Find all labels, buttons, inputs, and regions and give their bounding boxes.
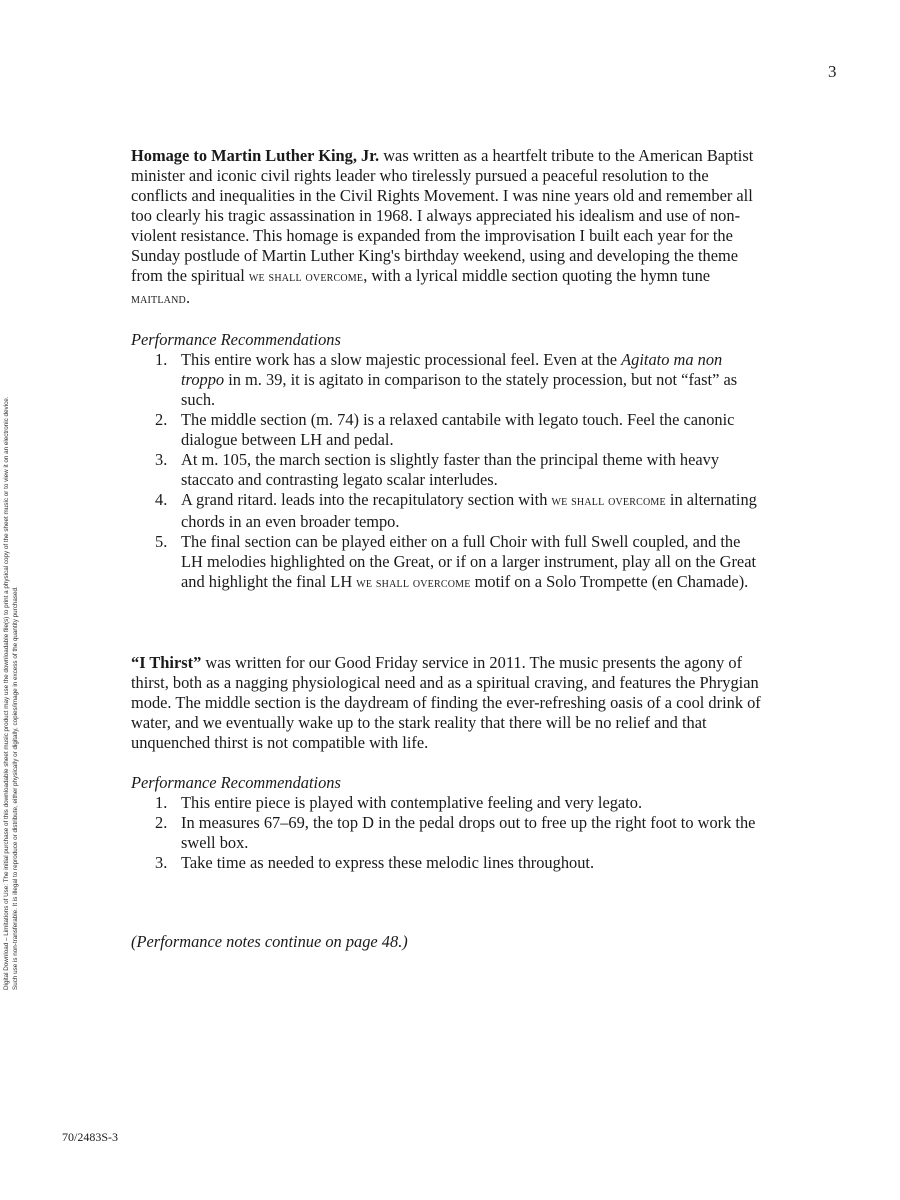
list-item [155,410,766,450]
homage-intro-text-1: was written as a heartfelt tribute to the American Baptist minister and iconic civil rights leader who tirelessly pursued a peaceful resolution to the conflicts and inequalities in the Civil Rights Movement. I was nine years old and remember all too clearly his tragic assassination in 1968. I always appreciated his idealism and use of non-violent resistance. This homage is expanded from the improvisation I built each year for the Sunday postlude of Martin Luther King's birthday weekend, using and developing the theme from the spiritual [131,146,754,285]
homage-intro-paragraph [131,146,766,310]
item-text: A grand ritard. leads into the recapitulatory section with [181,490,552,509]
usage-notice [2,190,24,990]
item-text: At m. 105, the march section is slightly faster than the principal theme with heavy staccato and contrasting legato scalar interludes. [181,450,720,489]
list-item [155,490,766,532]
continuation-note: (Performance notes continue on page 48.) [131,932,408,951]
list-item [155,853,766,873]
item-number: 1. [155,793,168,812]
item-number: 2. [155,813,168,832]
homage-intro-text-3: . [185,288,191,307]
item-text: in m. 39, it is agitato in comparison to the stately procession, but not “fast” as such. [181,370,738,409]
item-text: This entire work has a slow majestic processional feel. Even at the [181,350,622,369]
item-number: 1. [155,350,168,369]
thirst-intro-text: was written for our Good Friday service in 2011. The music presents the agony of thirst, both as a nagging physiological need and as a spiritual craving, and features the Phrygian mode. The middle section is the daydream of finding the ever-refreshing oasis of a cool drink of water, and we eventually wake up to the stark reality that there will be no relief and that unquenched thirst is not compatible with life. [131,653,761,752]
thirst-title: “I Thirst” [131,653,202,672]
list-item [155,350,766,410]
item-text: Take time as needed to express these melodic lines throughout. [181,853,595,872]
homage-title: Homage to Martin Luther King, Jr. [131,146,380,165]
section-spacer [131,594,766,653]
item-text: The middle section (m. 74) is a relaxed cantabile with legato touch. Feel the canonic dialogue between LH and pedal. [181,410,735,449]
item-number: 3. [155,853,168,872]
tune-name-we-shall-overcome: we shall overcome [356,576,471,591]
homage-recommendations-list [131,350,766,594]
item-text: In measures 67–69, the top D in the pedal drops out to free up the right foot to work the swell box. [181,813,756,852]
list-item [155,450,766,490]
item-text: motif on a Solo Trompette (en Chamade). [470,572,749,591]
list-item [155,532,766,594]
item-number: 3. [155,450,168,469]
item-text: This entire piece is played with contemplative feeling and very legato. [181,793,643,812]
thirst-intro-paragraph [131,653,766,753]
item-text: The final section can be played either on a full Choir with full Swell coupled, and the LH melodies highlighted on the Great, or if on a larger instrument, play all on the Great and highlight the final LH [181,532,757,591]
item-number: 2. [155,410,168,429]
page-number: 3 [828,62,837,81]
tune-name-we-shall-overcome: we shall overcome [248,270,364,285]
homage-intro-text-2: , with a lyrical middle section quoting the hymn tune [363,266,711,285]
item-number: 5. [155,532,168,551]
tempo-marking: Agitato ma non troppo [181,350,723,389]
usage-notice-line-1: Digital Download – Limitations of Use: The initial purchase of this downloadable sheet music product may use the downloadable file(s) to print a physical copy of the sheet music or to view it on an electronic device. [3,396,10,990]
thirst-recommendations-list [131,793,766,873]
list-item [155,813,766,853]
tune-name-maitland: maitland [131,292,186,307]
catalog-code: 70/2483S-3 [62,1130,119,1144]
tune-name-we-shall-overcome: we shall overcome [551,494,666,509]
item-text: in alternating chords in an even broader tempo. [181,490,757,531]
page-content [131,146,766,952]
thirst-recommendations-heading: Performance Recommendations [131,773,341,792]
list-item [155,793,766,813]
homage-recommendations-heading: Performance Recommendations [131,330,341,349]
item-number: 4. [155,490,168,509]
usage-notice-line-2: Such use is non-transferable. It is illegal to reproduce or distribute, either physically or digitally, copies/image in excess of the quantity purchased. [12,586,19,990]
